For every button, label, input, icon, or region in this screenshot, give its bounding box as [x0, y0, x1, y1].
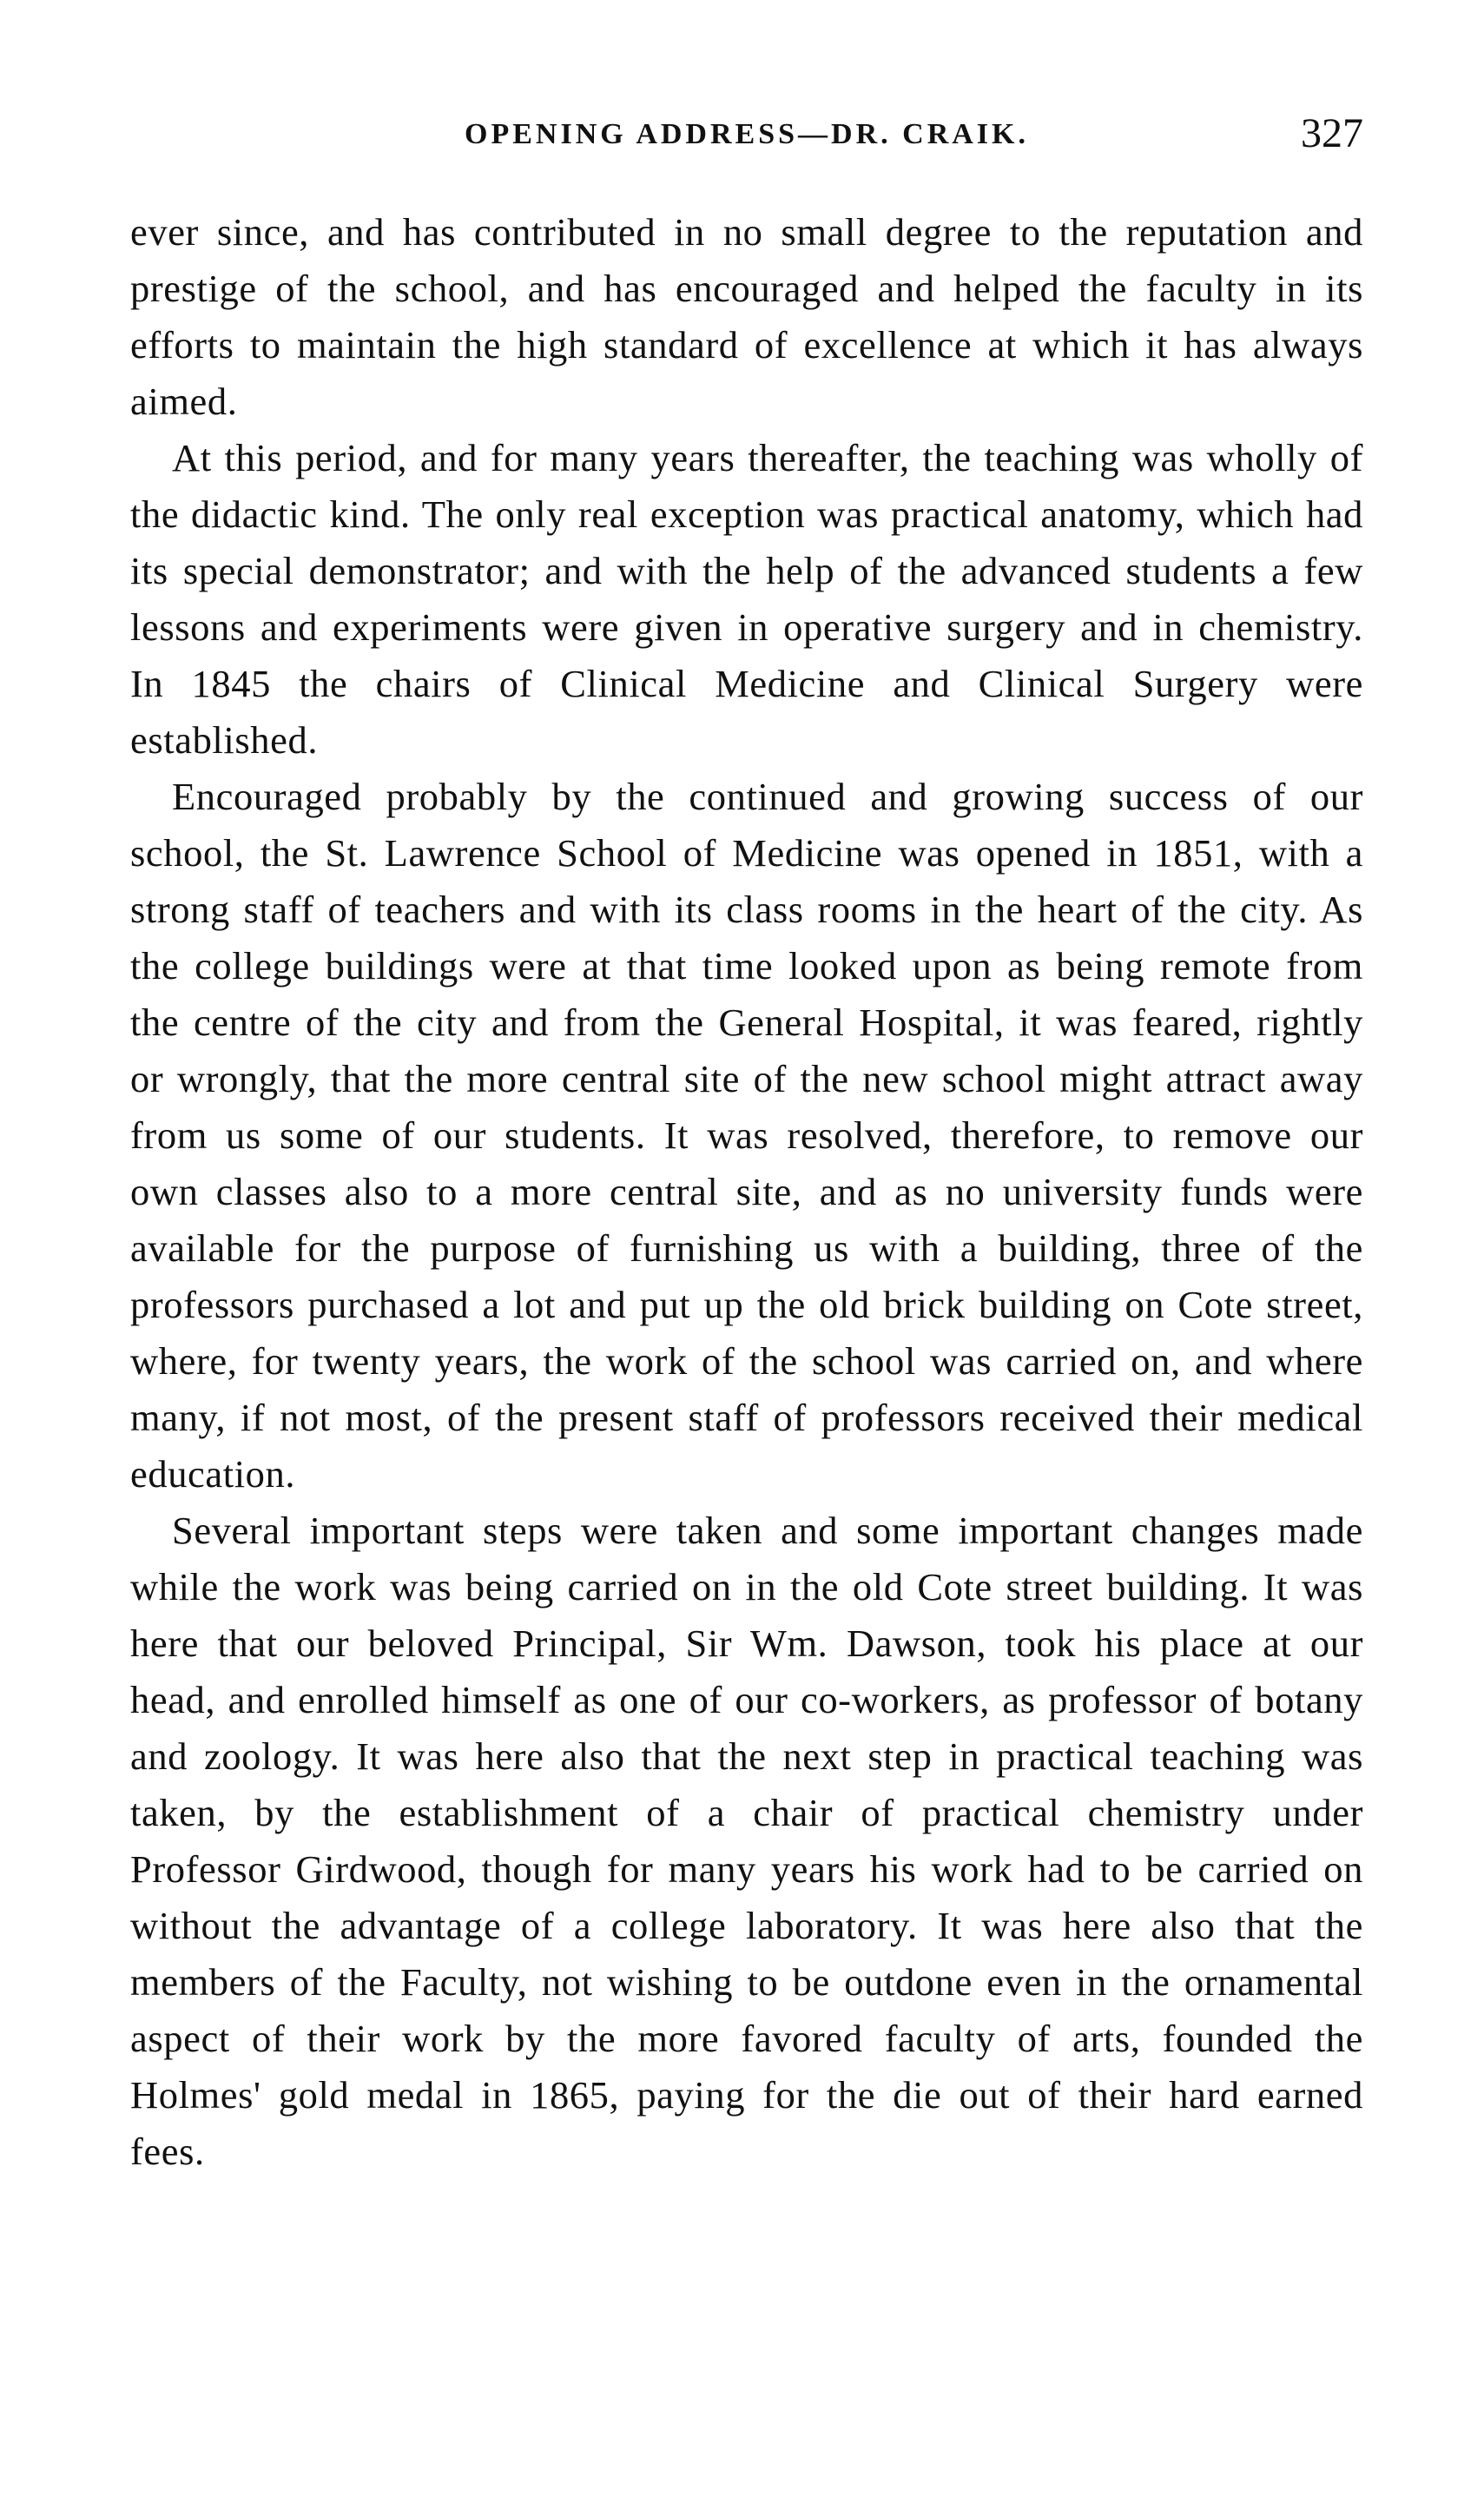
page-number: 327: [1301, 110, 1363, 156]
paragraph-continuation: ever since, and has contributed in no small degree to the reputation and prestige of the school, and has encouraged and helped the faculty in its efforts to maintain the high standard of excellence at which it has always aimed.: [130, 210, 1363, 423]
paragraph-teaching-period: At this period, and for many years thereafter, the teaching was wholly of the didactic kind. The only real exception was practical anatomy, which had its special demonstrator; and with the help of the advanced students a few lessons and experiments were given in operative surgery and in chemistry. In 1845 the chairs of Clinical Medicine and Clinical Surgery were established.: [130, 436, 1363, 762]
paragraph-st-lawrence-school: Encouraged probably by the continued and growing success of our school, the St. Lawrence School of Medicine was opened in 1851, with a strong staff of teachers and with its class rooms in the heart of the city. As the college buildings were at that time looked upon as being remote from the centre of the city and from the General Hospital, it was feared, rightly or wrongly, that the more central site of the new school might attract away from us some of our students. It was resolved, therefore, to remove our own classes also to a more central site, and as no university funds were available for the purpose of furnishing us with a building, three of the professors purchased a lot and put up the old brick building on Cote street, where, for twenty years, the work of the school was carried on, and where many, if not most, of the present staff of professors received their medical education.: [130, 775, 1363, 1496]
paragraph-cote-street-building: Several important steps were taken and some important changes made while the work was being carried on in the old Cote street building. It was here that our beloved Principal, Sir Wm. Dawson, took his place at our head, and enrolled himself as one of our co-workers, as professor of botany and zoology. It was here also that the next step in practical teaching was taken, by the establishment of a chair of practical chemistry under Professor Girdwood, though for many years his work had to be carried on without the advantage of a college laboratory. It was here also that the members of the Faculty, not wishing to be outdone even in the ornamental aspect of their work by the more favored faculty of arts, founded the Holmes' gold medal in 1865, paying for the die out of their hard earned fees.: [130, 1509, 1363, 2173]
body-text: [130, 204, 1363, 2180]
running-head: OPENING ADDRESS—DR. CRAIK.: [465, 118, 1029, 150]
page-header: [130, 109, 1363, 162]
